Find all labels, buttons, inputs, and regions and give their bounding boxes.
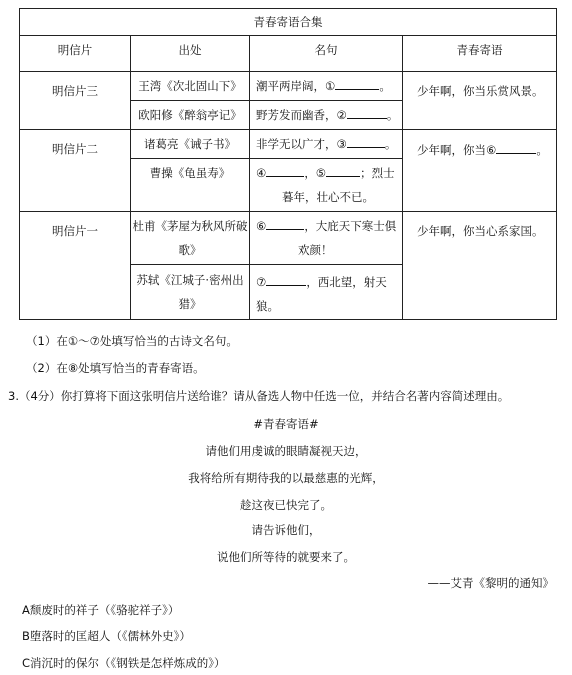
answer-blank-8[interactable] <box>496 141 536 154</box>
card-2-label: 明信片二 <box>20 130 131 212</box>
answer-blank-7[interactable] <box>266 273 306 286</box>
quote-text: ⑦ <box>256 275 267 289</box>
quote-text: 暮年，壮心不已。 <box>282 190 374 204</box>
card-3-label: 明信片三 <box>20 72 131 130</box>
message-cell <box>403 130 557 212</box>
quote-text: ，⑤ <box>304 166 327 180</box>
card-1-label: 明信片一 <box>20 212 131 320</box>
message-cell: 少年啊，你当心系家国。 <box>403 212 557 320</box>
poetry-table <box>19 8 557 320</box>
source-cell: 欧阳修《醉翁亭记》 <box>131 101 250 130</box>
source-text: 苏轼《江城子·密州出 <box>136 273 244 287</box>
poem-line: 说他们所等待的就要来了。 <box>217 550 355 564</box>
question-3: 3.（4分）你打算将下面这张明信片送给谁？请从备选人物中任选一位，并结合名著内容简述理由。 <box>8 389 510 403</box>
option-b[interactable]: B堕落时的匡超人（《儒林外史》） <box>22 629 191 643</box>
question-1: （1）在①～⑦处填写恰当的古诗文名句。 <box>26 334 238 348</box>
poem-line: 请他们用虔诚的眼睛凝视天边， <box>205 444 367 458</box>
quote-text: 。 <box>384 137 397 151</box>
header-quote: 名句 <box>250 36 403 72</box>
answer-blank-2[interactable] <box>347 106 387 119</box>
answer-blank-1[interactable] <box>335 77 379 90</box>
poem-line: 请告诉他们， <box>251 523 321 537</box>
quote-text: 非学无以广才，③ <box>256 137 347 151</box>
answer-blank-4[interactable] <box>266 164 304 177</box>
header-message: 青春寄语 <box>403 36 557 72</box>
answer-blank-6[interactable] <box>266 217 304 230</box>
source-cell: 王湾《次北固山下》 <box>131 72 250 101</box>
quote-text: ④ <box>256 166 267 180</box>
quote-cell <box>250 72 403 101</box>
quote-text: ⑥ <box>256 219 267 233</box>
quote-cell <box>250 101 403 130</box>
source-cell: 诸葛亮《诫子书》 <box>131 130 250 159</box>
source-text: 歌》 <box>178 243 202 257</box>
quote-text: ，大庇天下寒士俱 <box>304 219 397 233</box>
question-2: （2）在⑧处填写恰当的青春寄语。 <box>26 361 205 375</box>
message-text: 。 <box>536 143 548 157</box>
quote-text: 。 <box>386 108 399 122</box>
quote-cell <box>250 212 403 265</box>
option-a[interactable]: A颓废时的祥子（《骆驼祥子》） <box>22 603 180 617</box>
source-text: 猎》 <box>178 297 202 311</box>
source-cell <box>131 212 250 265</box>
quote-text: ，西北望，射天狼。 <box>256 275 387 313</box>
message-text: 少年啊，你当⑥ <box>417 143 497 157</box>
postcard-hashtag: #青春寄语# <box>253 417 319 431</box>
source-cell: 曹操《龟虽寿》 <box>131 159 250 212</box>
quote-text: ；烈士 <box>360 166 395 180</box>
quote-cell <box>250 159 403 212</box>
poem-attribution: ——艾青《黎明的通知》 <box>427 576 554 590</box>
header-card: 明信片 <box>20 36 131 72</box>
source-cell <box>131 265 250 320</box>
answer-blank-5[interactable] <box>326 164 360 177</box>
message-cell: 少年啊，你当乐赏风景。 <box>403 72 557 130</box>
table-title: 青春寄语合集 <box>20 9 557 36</box>
quote-cell <box>250 130 403 159</box>
poem-line: 我将给所有期待我的以最慈惠的光辉， <box>188 471 384 485</box>
poem-line: 趁这夜已快完了。 <box>240 498 332 512</box>
source-text: 杜甫《茅屋为秋风所破 <box>132 219 248 233</box>
quote-text: 欢颜！ <box>298 243 333 257</box>
answer-blank-3[interactable] <box>347 135 385 148</box>
quote-text: 。 <box>379 79 391 93</box>
option-c[interactable]: C消沉时的保尔（《钢铁是怎样炼成的》） <box>22 656 226 670</box>
header-source: 出处 <box>131 36 250 72</box>
quote-text: 野芳发而幽香，② <box>256 108 347 122</box>
quote-cell <box>250 265 403 320</box>
quote-text: 潮平两岸阔，① <box>256 79 336 93</box>
